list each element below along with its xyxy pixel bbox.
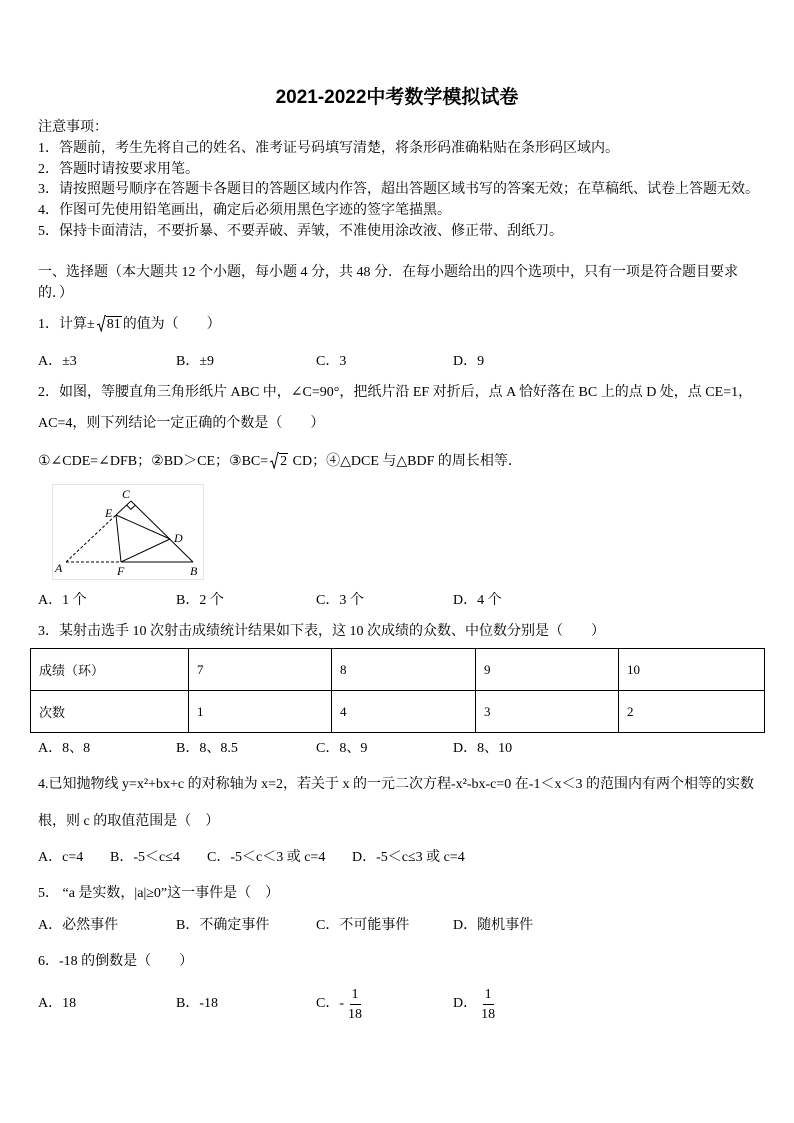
segment-ed	[116, 515, 170, 539]
segment-ae-dashed	[66, 515, 116, 562]
fraction-denominator: 18	[348, 1006, 362, 1022]
q4-option-d: D．-5＜c≤3 或 c=4	[352, 850, 465, 865]
table-row	[31, 691, 765, 733]
q4-option-b: B．-5＜c≤4	[110, 850, 180, 865]
table-cell: 9	[476, 649, 619, 691]
fraction-denominator: 18	[481, 1006, 496, 1022]
q2-statements-text: ①∠CDE=∠DFB；②BD＞CE；③BC=	[38, 454, 269, 469]
q2-stem-line: AC=4，则下列结论一定正确的个数是（ ）	[38, 416, 325, 431]
q2-statements	[38, 452, 522, 472]
point-label-b: B	[190, 564, 198, 578]
fraction	[479, 985, 497, 1024]
q1-options	[0, 352, 794, 372]
table-cell: 次数	[31, 691, 189, 733]
q4-stem-line: 根，则 c 的取值范围是（ ）	[38, 814, 220, 829]
notice-item: 5．保持卡面清洁，不要折暴、不要弄破、弄皱，不准使用涂改液、修正带、刮纸刀。	[38, 224, 563, 239]
notice-item: 3．请按照题号顺序在答题卡各题目的答题区域内作答，超出答题区域书写的答案无效；在草稿纸、试卷上答题无效。	[38, 182, 759, 197]
q4-option-a: A．c=4	[38, 850, 84, 865]
q6-stem: 6．-18 的倒数是（ ）	[38, 954, 194, 969]
q5-options	[0, 916, 794, 936]
point-label-f: F	[117, 564, 125, 578]
q2-option-b: B．2 个	[176, 593, 224, 608]
score-table	[30, 648, 765, 733]
q6-option-d	[453, 983, 497, 1025]
point-label-c: C	[122, 487, 131, 501]
radicand: 81	[106, 317, 121, 332]
q4-option-c: C．-5＜c＜3 或 c=4	[207, 850, 326, 865]
q1-option-c: C．3	[316, 354, 347, 369]
q3-stem: 3．某射击选手 10 次射击成绩统计结果如下表，这 10 次成绩的众数、中位数分别是（ ）	[38, 624, 605, 639]
square-root	[97, 315, 122, 335]
q6-option-c	[316, 983, 364, 1025]
point-label-e: E	[105, 506, 113, 520]
q5-stem: 5． “a 是实数，|a|≥0”这一事件是（ ）	[38, 886, 280, 901]
table-cell: 4	[332, 691, 476, 733]
table-cell: 7	[189, 649, 332, 691]
table-cell: 10	[619, 649, 765, 691]
table-row	[31, 649, 765, 691]
segment-ec	[116, 501, 131, 515]
q4-stem-line: 4.已知抛物线 y=x²+bx+c 的对称轴为 x=2，若关于 x 的一元二次方程-x²-bx-c=0 在-1＜x＜3 的范围内有两个相等的实数	[38, 777, 754, 792]
section-heading-line: 的．）	[38, 286, 73, 301]
q1-stem	[38, 315, 221, 335]
q3-options	[0, 739, 794, 759]
q1-option-a: A．±3	[38, 354, 77, 369]
q2-statements-text: CD；④△DCE 与△BDF 的周长相等．	[289, 454, 522, 469]
table-cell: 3	[476, 691, 619, 733]
q1-stem-text: 的值为（ ）	[122, 317, 221, 332]
right-angle-mark	[127, 505, 136, 509]
point-label-a: A	[55, 561, 63, 575]
q3-option-d: D．8、10	[453, 741, 513, 756]
radical-sign-icon	[270, 452, 279, 469]
fraction	[346, 985, 364, 1024]
q2-option-d: D．4 个	[453, 593, 502, 608]
square-root	[270, 452, 288, 472]
q2-option-c: C．3 个	[316, 593, 364, 608]
q6-option-b: B．-18	[176, 996, 218, 1011]
notice-item: 2．答题时请按要求用笔。	[38, 162, 199, 177]
table-cell: 成绩（环）	[31, 649, 189, 691]
point-label-d: D	[174, 531, 183, 545]
q6-option-a: A．18	[38, 996, 77, 1011]
segment-ef	[116, 515, 121, 562]
notice-heading: 注意事项：	[38, 120, 108, 135]
folded-triangle-figure	[52, 484, 204, 580]
q2-option-a: A．1 个	[38, 593, 87, 608]
q2-stem-line: 2．如图，等腰直角三角形纸片 ABC 中，∠C=90°，把纸片沿 EF 对折后，点 A 恰好落在 BC 上的点 D 处，点 CE=1，	[38, 385, 753, 400]
q5-option-a: A．必然事件	[38, 918, 119, 933]
q3-option-b: B．8、8.5	[176, 741, 238, 756]
q5-option-b: B．不确定事件	[176, 918, 270, 933]
fraction-numerator: 1	[350, 985, 361, 1005]
radicand: 2	[280, 454, 288, 469]
q1-option-b: B．±9	[176, 354, 215, 369]
q6-options	[0, 983, 794, 1025]
notice-item: 1．答题前，考生先将自己的姓名、准考证号码填写清楚，将条形码准确粘贴在条形码区域内。	[38, 141, 619, 156]
table-cell: 8	[332, 649, 476, 691]
radical-sign-icon	[97, 315, 106, 332]
segment-fd	[121, 539, 170, 562]
fraction-numerator: 1	[483, 985, 494, 1005]
q1-option-d: D．9	[453, 354, 485, 369]
q4-options	[0, 848, 794, 868]
exam-title: 2021-2022中考数学模拟试卷	[275, 87, 519, 108]
q3-option-c: C．8、9	[316, 741, 368, 756]
q5-option-d: D．随机事件	[453, 918, 534, 933]
q5-option-c: C．不可能事件	[316, 918, 410, 933]
table-cell: 1	[189, 691, 332, 733]
option-label: C．-	[316, 996, 344, 1011]
option-label: D．	[453, 996, 478, 1011]
q3-option-a: A．8、8	[38, 741, 91, 756]
q1-stem-text: 1．计算±	[38, 317, 95, 332]
section-heading-line: 一、选择题（本大题共 12 个小题，每小题 4 分，共 48 分．在每小题给出的四个选项中，只有一项是符合题目要求	[38, 265, 738, 280]
q2-options	[0, 591, 794, 611]
table-cell: 2	[619, 691, 765, 733]
notice-item: 4．作图可先使用铅笔画出，确定后必须用黑色字迹的签字笔描黑。	[38, 203, 451, 218]
